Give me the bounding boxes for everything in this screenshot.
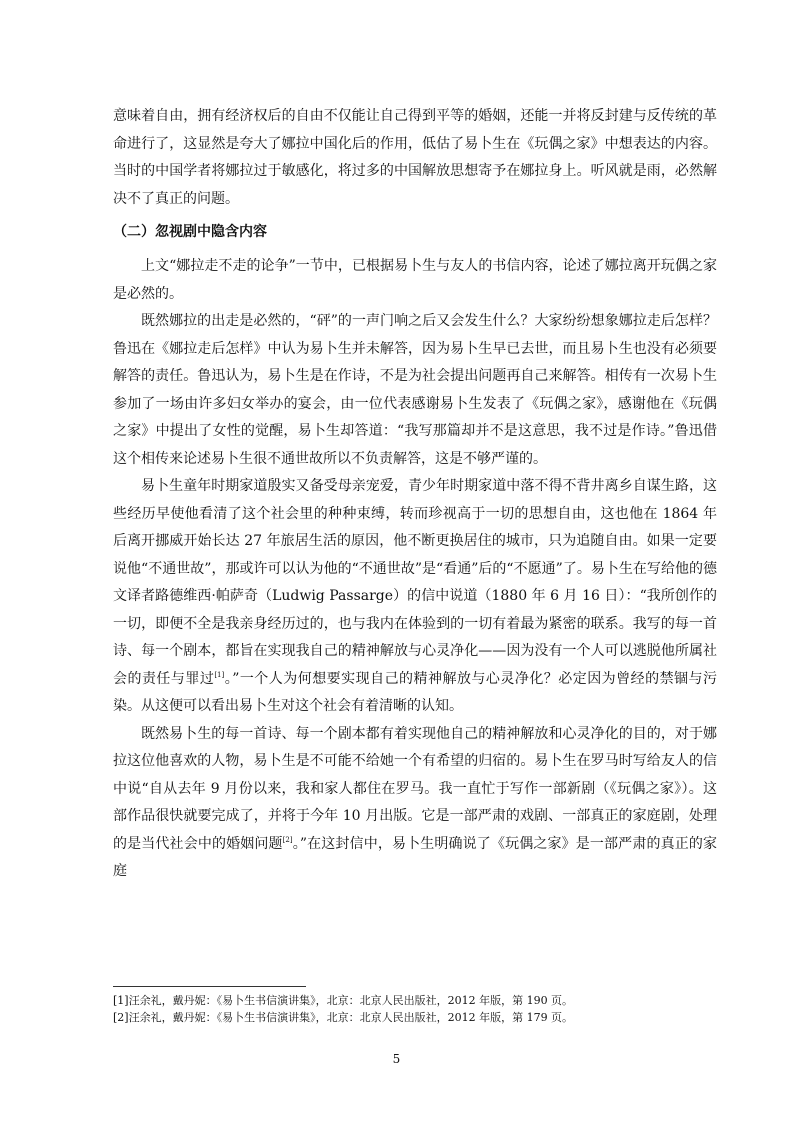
- paragraph-3-text-b: 。”一个人为何想要实现自己的精神解放与心灵净化？必定因为曾经的禁锢与污染。从这便可以看出易卜生对这个社会有着清晰的认知。: [113, 670, 718, 714]
- footnote-ref-2[interactable]: [2]: [282, 835, 293, 844]
- footnotes: [113, 992, 717, 1026]
- footnote-2: [2]汪余礼，戴丹妮：《易卜生书信演讲集》，北京：北京人民出版社，2012 年版，第 179 页。: [113, 1011, 574, 1024]
- paragraph-1: 上文“娜拉走不走的论争”一节中，已根据易卜生与友人的书信内容，论述了娜拉离开玩偶之家是必然的。: [113, 258, 717, 302]
- paragraph-4-text-a: 既然易卜生的每一首诗、每一个剧本都有着实现他自己的精神解放和心灵净化的目的，对于娜拉这位他喜欢的人物，易卜生是不可能不给她一个有希望的归宿的。易卜生在罗马时写给友人的信中说“自从去年 9 月份以来，我和家人都住在罗马。我一直忙于写作一部新剧（《玩偶之家》）。这部作品很快就要完成了，并将于今年 10 月出版。它是一部严肃的戏剧、一部真正的家庭剧，处理的是当代社会中的婚姻问题: [113, 725, 717, 852]
- footnote-divider: [113, 986, 306, 987]
- footnote-1: [1]汪余礼，戴丹妮：《易卜生书信演讲集》，北京：北京人民出版社，2012 年版，第 190 页。: [113, 994, 574, 1007]
- continued-paragraph: 意味着自由，拥有经济权后的自由不仅能让自己得到平等的婚姻，还能一并将反封建与反传统的革命进行了，这显然是夸大了娜拉中国化后的作用，低估了易卜生在《玩偶之家》中想表达的内容。当时的中国学者将娜拉过于敏感化，将过多的中国解放思想寄予在娜拉身上。听风就是雨，必然解决不了真正的问题。: [113, 108, 717, 207]
- footnote-ref-1[interactable]: [1]: [214, 670, 225, 679]
- paragraph-4: [113, 721, 717, 886]
- section-heading: （二）忽视剧中隐含内容: [113, 224, 267, 240]
- paragraph-2: 既然娜拉的出走是必然的，“砰”的一声门响之后又会发生什么？大家纷纷想象娜拉走后怎样？鲁迅在《娜拉走后怎样》中认为易卜生并未解答，因为易卜生早已去世，而且易卜生也没有必须要解答的责任。鲁迅认为，易卜生是在作诗，不是为社会提出问题再自己来解答。相传有一次易卜生参加了一场由许多妇女举办的宴会，由一位代表感谢易卜生发表了《玩偶之家》，感谢他在《玩偶之家》中提出了女性的觉醒，易卜生却答道：“我写那篇却并不是这意思，我不过是作诗。”鲁迅借这个相传来论述易卜生很不通世故所以不负责解答，这是不够严谨的。: [113, 313, 717, 467]
- paragraph-3-text-a: 易卜生童年时期家道殷实又备受母亲宠爱，青少年时期家道中落不得不背井离乡自谋生路，这些经历早使他看清了这个社会里的种种束缚，转而珍视高于一切的思想自由，这也他在 1864 年后离开挪威开始长达 27 年旅居生活的原因，他不断更换居住的城市，只为追随自由。如果一定要说他“不通世故”，那或许可以认为他的“不通世故”是“看通”后的“不愿通”了。易卜生在写给他的德文译者路德维西·帕萨奇（Ludwig Passarge）的信中说道（1880 年 6 月 16 日）：“我所创作的一切，即便不全是我亲身经历过的，也与我内在体验到的一切有着最为紧密的联系。我写的每一首诗、每一个剧本，都旨在实现我自己的精神解放与心灵净化——因为没有一个人可以逃脱他所属社会的责任与罪过: [113, 478, 717, 687]
- body-text: [113, 103, 717, 886]
- paragraph-4-text-b: 。”在这封信中，易卜生明确说了《玩偶之家》是一部严肃的真正的家庭: [113, 835, 718, 879]
- page-number: 5: [392, 1052, 401, 1066]
- paragraph-3: [113, 473, 717, 721]
